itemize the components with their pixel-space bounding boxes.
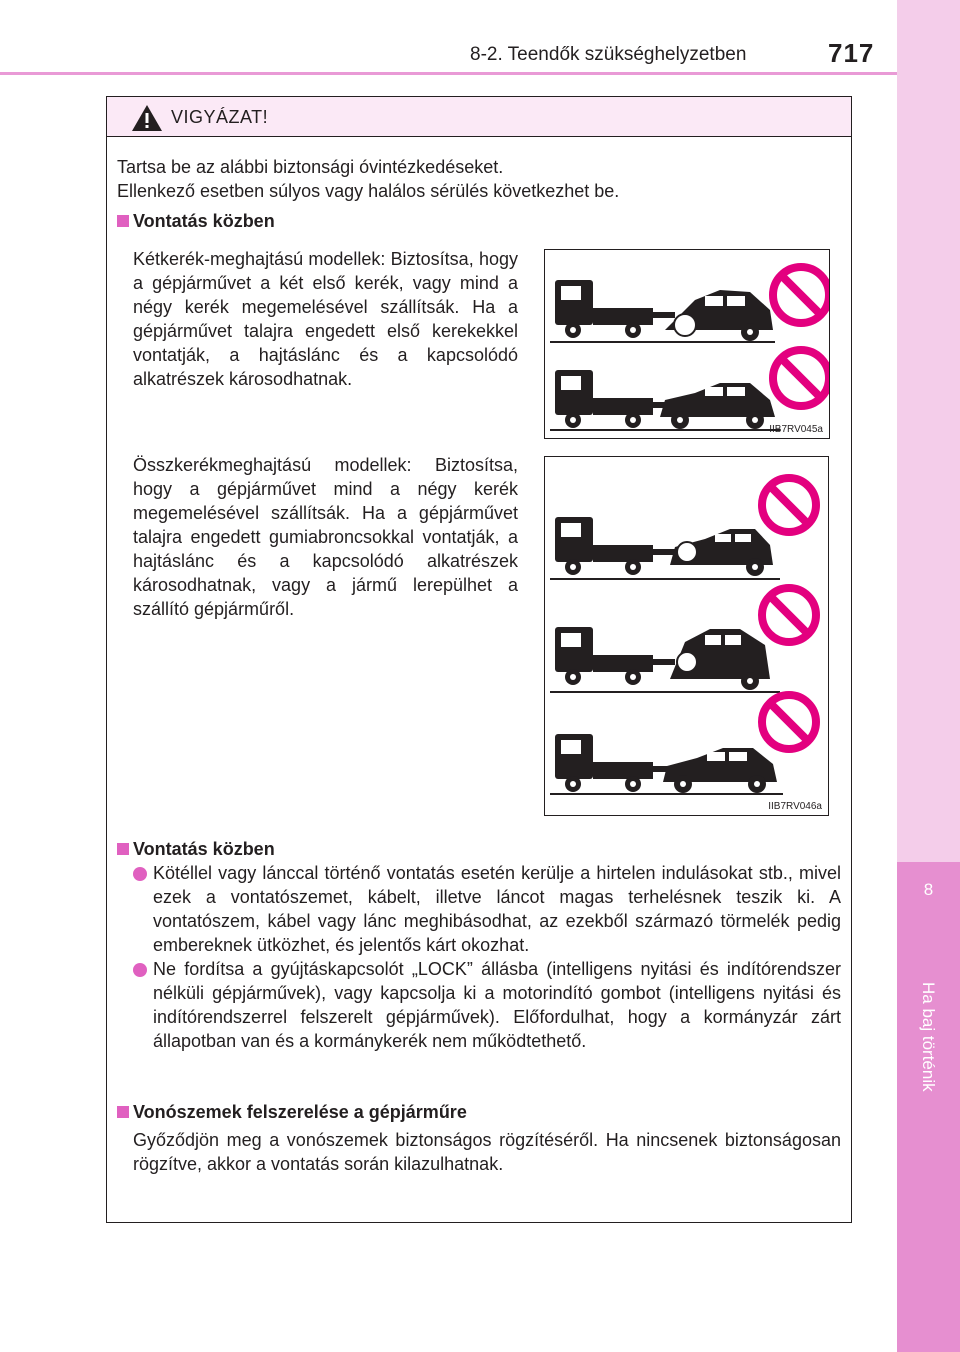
section-marker bbox=[117, 1106, 129, 1118]
intro-line-2: Ellenkező esetben súlyos vagy halálos sérülés következhet be. bbox=[117, 181, 620, 201]
towing-illustration-awd bbox=[545, 457, 828, 815]
bullet-ignition-lock: Ne fordítsa a gyújtáskapcsolót „LOCK” állásba (intelligens nyitási és indítórendszer nélküli gépjárművek), vagy kapcsolja ki a motorindító gombot (intelligens nyitási és indítórendszerrel felszerelt gépjárművek). Előfordulhat, hogy a kormányzár zárt állapotban van és a kormánykerék nem működtethető. bbox=[153, 959, 841, 1051]
bullet-dot bbox=[133, 867, 147, 881]
prohibited-icon bbox=[773, 267, 829, 323]
towing-figure-2wd bbox=[544, 249, 830, 439]
section-heading-tow-eyelet: Vonószemek felszerelése a gépjárműre bbox=[133, 1102, 467, 1122]
bullet-dot bbox=[133, 963, 147, 977]
prohibited-icon bbox=[762, 695, 816, 749]
towing-figure-awd bbox=[544, 456, 829, 816]
warning-icon bbox=[131, 104, 163, 132]
section-marker bbox=[117, 843, 129, 855]
figure-code: IIB7RV045a bbox=[769, 424, 823, 435]
figure-code: IIB7RV046a bbox=[768, 801, 822, 812]
prohibited-icon bbox=[762, 478, 816, 532]
warning-header bbox=[107, 97, 851, 137]
page-number: 717 bbox=[828, 38, 875, 68]
towing-illustration-2wd bbox=[545, 250, 829, 438]
paragraph-awd: Összkerékmeghajtású modellek: Biztosítsa, hogy a gépjárművet mind a négy kerék megemelésével szállítsák. Ha a gépjárművet talajra engedett gumiabroncsokkal vontatják, a hajtáslánc és a kapcsolódó alkatrészek károsodhatnak, vagy a jármű lerepülhet a szállító gépjárműről. bbox=[133, 455, 518, 619]
section-marker bbox=[117, 215, 129, 227]
paragraph-tow-eyelet: Győződjön meg a vonószemek biztonságos rögzítéséről. Ha nincsenek biztonságosan rögzítve, akkor a vontatás során kilazulhatnak. bbox=[133, 1130, 841, 1174]
warning-title: VIGYÁZAT! bbox=[171, 107, 269, 127]
warning-box bbox=[106, 96, 852, 1223]
side-tab-chapter bbox=[897, 862, 960, 1352]
section-title: 8-2. Teendők szükséghelyzetben bbox=[470, 44, 747, 65]
header-rule bbox=[0, 72, 897, 75]
paragraph-2wd: Kétkerék-meghajtású modellek: Biztosítsa, hogy a gépjárművet a két első kerék, vagy mind a négy kerék megemelésével szállítsák. Ha a gépjárművet talajra engedett első kerekekkel vontatják, a hajtáslánc és a kapcsolódó alkatrészek károsodhatnak. bbox=[133, 249, 518, 389]
side-tab-upper bbox=[897, 0, 960, 862]
intro-line-1: Tartsa be az alábbi biztonsági óvintézkedéseket. bbox=[117, 157, 504, 177]
section-heading-towing: Vontatás közben bbox=[133, 211, 275, 231]
prohibited-icon bbox=[762, 588, 816, 642]
chapter-number: 8 bbox=[923, 880, 934, 899]
chapter-title: Ha baj történik bbox=[919, 982, 938, 1092]
bullet-rope-towing: Kötéllel vagy lánccal történő vontatás esetén kerülje a hirtelen indulásokat stb., mivel ezek a vontatószemet, kábelt, illetve láncot magas terhelésnek teszik ki. A vontatószem, kábel vagy lánc meghibásodhat, az ezekből származó törmelék pedig embereknek ütközhet, és jelentős kárt okozhat. bbox=[153, 863, 841, 955]
section-heading-towing-2: Vontatás közben bbox=[133, 839, 275, 859]
prohibited-icon bbox=[773, 350, 829, 406]
